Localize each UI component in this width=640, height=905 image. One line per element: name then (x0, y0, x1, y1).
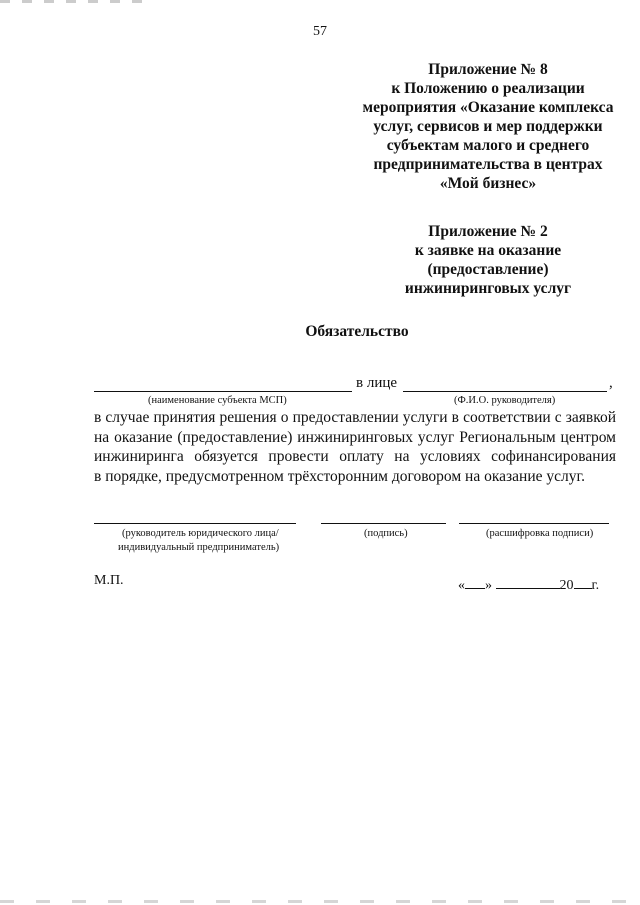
year-blank (574, 576, 592, 589)
head-name-fill-line (403, 391, 607, 392)
subject-name-fill-line (94, 391, 352, 392)
year-prefix: 20 (559, 578, 574, 593)
date-close-quote: » (485, 578, 492, 593)
decoding-fill-line (459, 523, 609, 524)
appendix-2-line: (предоставление) (427, 261, 549, 278)
scan-artifact-bottom (0, 900, 640, 903)
obligation-text (94, 408, 616, 486)
obligation-line: в случае принятия решения о предоставлении услуги в соответствии с заявкой (94, 409, 616, 426)
caption-legal-head: (руководитель юридического лица/ (122, 528, 279, 539)
appendix-8-line: услуг, сервисов и мер поддержки (373, 118, 603, 135)
appendix-8-line: субъектам малого и среднего (386, 137, 590, 154)
appendix-8-header (348, 60, 628, 193)
stamp-placeholder: М.П. (94, 573, 124, 588)
date-open-quote: « (458, 578, 465, 593)
appendix-2-line: Приложение № 2 (428, 223, 548, 240)
month-blank (496, 576, 560, 589)
head-fill-line (94, 523, 296, 524)
appendix-2-header (348, 222, 628, 298)
caption-subject: (наименование субъекта МСП) (148, 395, 287, 406)
date-line (458, 576, 599, 594)
year-suffix: г. (591, 578, 600, 593)
appendix-8-line: «Мой бизнес» (439, 175, 537, 192)
appendix-8-line: Приложение № 8 (428, 61, 548, 78)
obligation-line: в порядке, предусмотренном трёхсторонним договором на оказание услуг. (94, 467, 585, 485)
day-blank (465, 576, 485, 589)
page-number: 57 (313, 24, 327, 39)
caption-decoding: (расшифровка подписи) (486, 528, 594, 539)
appendix-2-line: инжиниринговых услуг (404, 280, 572, 297)
signature-fill-line (321, 523, 446, 524)
appendix-8-line: мероприятия «Оказание комплекса (362, 99, 614, 116)
scan-artifact-top (0, 0, 150, 3)
in-person-label: в лице (356, 375, 398, 391)
appendix-8-line: к Положению о реализации (391, 80, 585, 97)
caption-entrepreneur: индивидуальный предприниматель) (118, 542, 280, 553)
obligation-line: на оказание (предоставление) инжиниринговых услуг Региональным центром (94, 428, 616, 446)
document-title: Обязательство (305, 323, 409, 340)
caption-head: (Ф.И.О. руководителя) (454, 395, 556, 406)
appendix-2-line: к заявке на оказание (414, 242, 562, 259)
trailing-comma: , (609, 375, 613, 391)
appendix-8-line: предпринимательства в центрах (373, 156, 603, 173)
caption-signature: (подпись) (364, 528, 408, 539)
obligation-line: инжиниринга обязуется провести оплату на условиях софинансирования (94, 448, 616, 465)
